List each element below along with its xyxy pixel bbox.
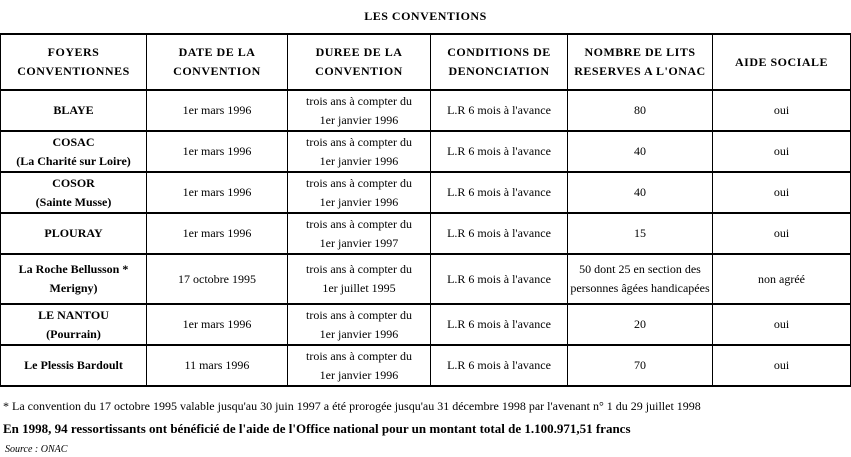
header-duree: DUREE DE LA CONVENTION bbox=[288, 34, 431, 90]
duree-line1: trois ans à compter du bbox=[306, 134, 412, 149]
page-title: LES CONVENTIONS bbox=[364, 9, 487, 23]
duree-cell bbox=[288, 213, 431, 254]
date-cell: 17 octobre 1995 bbox=[147, 254, 288, 304]
foyer-cell bbox=[1, 172, 147, 213]
duree-cell bbox=[288, 345, 431, 386]
duree-cell bbox=[288, 172, 431, 213]
duree-cell bbox=[288, 131, 431, 172]
foyer-name: PLOURAY bbox=[44, 226, 103, 240]
duree-line1: trois ans à compter du bbox=[306, 307, 412, 322]
duree-line2: 1er janvier 1996 bbox=[319, 326, 399, 341]
foyer-location: (La Charité sur Loire) bbox=[16, 153, 131, 168]
header-foyers: FOYERS CONVENTIONNES bbox=[1, 34, 147, 90]
table-row bbox=[1, 131, 851, 172]
conditions-cell: L.R 6 mois à l'avance bbox=[431, 304, 568, 345]
source: Source : ONAC bbox=[5, 444, 68, 455]
duree-line2: 1er janvier 1996 bbox=[319, 367, 399, 382]
date-cell: 1er mars 1996 bbox=[147, 304, 288, 345]
aide-cell: oui bbox=[713, 345, 851, 386]
duree-line2: 1er janvier 1997 bbox=[319, 235, 399, 250]
lits-cell: 70 bbox=[568, 345, 713, 386]
lits-cell: 80 bbox=[568, 90, 713, 131]
conditions-cell: L.R 6 mois à l'avance bbox=[431, 131, 568, 172]
foyer-name: Le Plessis Bardoult bbox=[24, 358, 123, 372]
duree-line1: trois ans à compter du bbox=[306, 348, 412, 363]
conditions-cell: L.R 6 mois à l'avance bbox=[431, 172, 568, 213]
lits-cell: 15 bbox=[568, 213, 713, 254]
duree-line1: trois ans à compter du bbox=[306, 216, 412, 231]
aide-cell: oui bbox=[713, 172, 851, 213]
header-date: DATE DE LA CONVENTION bbox=[147, 34, 288, 90]
duree-line2: 1er janvier 1996 bbox=[319, 153, 399, 168]
table-row bbox=[1, 172, 851, 213]
duree-line1: trois ans à compter du bbox=[306, 93, 412, 108]
duree-line2: 1er janvier 1996 bbox=[319, 194, 399, 209]
lits-cell: 50 dont 25 en section des personnes âgées handicapées bbox=[568, 254, 713, 304]
foyer-location: Merigny) bbox=[49, 281, 98, 295]
foyer-cell bbox=[1, 254, 147, 304]
date-cell: 11 mars 1996 bbox=[147, 345, 288, 386]
foyer-cell bbox=[1, 90, 147, 131]
lits-cell: 20 bbox=[568, 304, 713, 345]
header-conditions: CONDITIONS DE DENONCIATION bbox=[431, 34, 568, 90]
date-cell: 1er mars 1996 bbox=[147, 90, 288, 131]
aide-cell: oui bbox=[713, 90, 851, 131]
duree-line2: 1er juillet 1995 bbox=[322, 281, 396, 295]
foyer-cell bbox=[1, 131, 147, 172]
conditions-cell: L.R 6 mois à l'avance bbox=[431, 345, 568, 386]
date-cell: 1er mars 1996 bbox=[147, 131, 288, 172]
foyer-name: COSAC bbox=[52, 134, 95, 149]
duree-cell bbox=[288, 304, 431, 345]
summary: En 1998, 94 ressortissants ont bénéficié de l'aide de l'Office national pour un montant total de 1.100.971,51 francs bbox=[3, 421, 631, 436]
conventions-table bbox=[0, 33, 851, 387]
lits-cell: 40 bbox=[568, 131, 713, 172]
lits-cell: 40 bbox=[568, 172, 713, 213]
duree-line1: trois ans à compter du bbox=[306, 262, 412, 276]
date-cell: 1er mars 1996 bbox=[147, 213, 288, 254]
date-cell: 1er mars 1996 bbox=[147, 172, 288, 213]
aide-cell: oui bbox=[713, 213, 851, 254]
header-aide: AIDE SOCIALE bbox=[713, 34, 851, 90]
foyer-name: BLAYE bbox=[53, 103, 94, 117]
conditions-cell: L.R 6 mois à l'avance bbox=[431, 90, 568, 131]
footnote: * La convention du 17 octobre 1995 valable jusqu'au 30 juin 1997 a été prorogée jusqu'au 31 décembre 1998 par l'avenant n° 1 du 29 juillet 1998 bbox=[3, 399, 701, 413]
aide-cell: oui bbox=[713, 304, 851, 345]
header-row bbox=[1, 34, 851, 90]
foyer-name: COSOR bbox=[52, 175, 95, 190]
aide-cell: oui bbox=[713, 131, 851, 172]
foyer-cell bbox=[1, 304, 147, 345]
foyer-location: (Sainte Musse) bbox=[35, 194, 112, 209]
duree-cell bbox=[288, 254, 431, 304]
aide-cell: non agréé bbox=[713, 254, 851, 304]
foyer-name: LE NANTOU bbox=[38, 307, 109, 322]
conditions-cell: L.R 6 mois à l'avance bbox=[431, 213, 568, 254]
table-row bbox=[1, 304, 851, 345]
table-row bbox=[1, 90, 851, 131]
foyer-name: La Roche Bellusson * bbox=[18, 262, 129, 276]
header-lits: NOMBRE DE LITS RESERVES A L'ONAC bbox=[568, 34, 713, 90]
table-row bbox=[1, 213, 851, 254]
duree-line1: trois ans à compter du bbox=[306, 175, 412, 190]
table-row bbox=[1, 345, 851, 386]
foyer-cell bbox=[1, 213, 147, 254]
table-row bbox=[1, 254, 851, 304]
duree-cell bbox=[288, 90, 431, 131]
foyer-location: (Pourrain) bbox=[46, 326, 101, 341]
foyer-cell bbox=[1, 345, 147, 386]
duree-line2: 1er janvier 1996 bbox=[319, 112, 399, 127]
conditions-cell: L.R 6 mois à l'avance bbox=[431, 254, 568, 304]
